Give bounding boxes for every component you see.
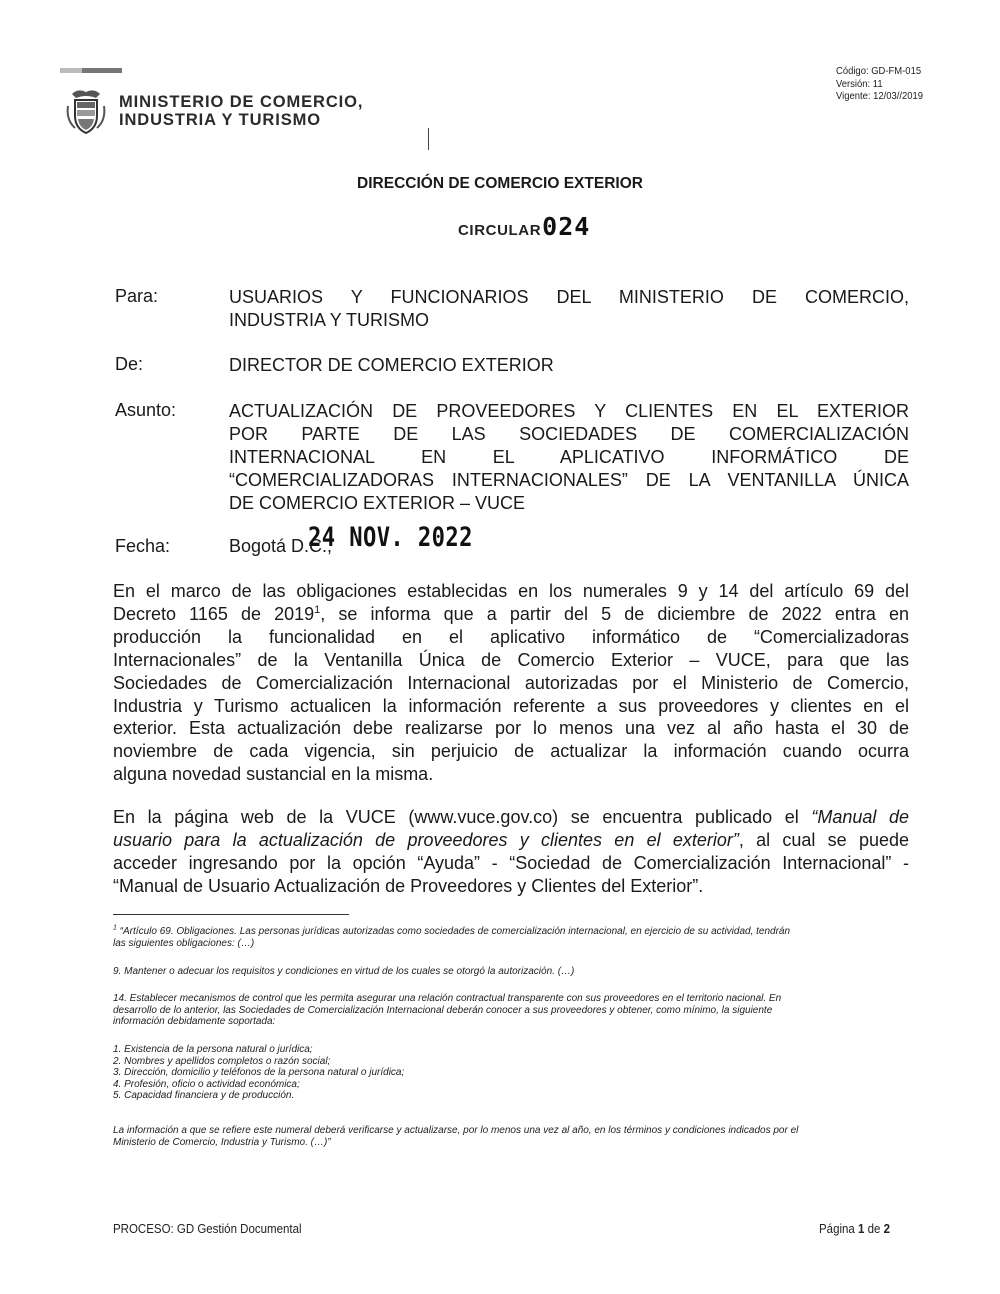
- scan-artifact-tick: [428, 128, 429, 150]
- footer-process: PROCESO: GD Gestión Documental: [113, 1222, 302, 1236]
- footnote-item-14-line-1: 14. Establecer mecanismos de control que les permita asegurar una relación contractual transparente con sus proveedores en el territorio nacional. En: [113, 993, 782, 1004]
- circular-heading: [458, 212, 590, 241]
- p2-line-2: [113, 829, 909, 852]
- footnote-item-14-line-3: información debidamente soportada:: [113, 1016, 276, 1028]
- p2-line-3: acceder ingresando por la opción “Ayuda” - “Sociedad de Comercialización Internacional” -: [113, 852, 909, 873]
- p1-line-6: Industria y Turismo actualicen la información referente a sus proveedores y clientes en el: [113, 695, 909, 716]
- footnote-list-item: 4. Profesión, oficio o actividad económica;: [113, 1078, 300, 1090]
- footnote-ref: 1: [314, 603, 321, 616]
- scan-artifact-bar: [60, 68, 122, 73]
- document-control-box: [836, 65, 923, 103]
- colombia-coat-of-arms-icon: [66, 88, 106, 136]
- asunto-label: Asunto:: [115, 400, 177, 420]
- p2-line-4: “Manual de Usuario Actualización de Proveedores y Clientes del Exterior”.: [113, 875, 704, 896]
- p1-line-7: exterior. Esta actualización debe realizarse por lo menos una vez al año hasta el 30 de: [113, 718, 909, 739]
- p1-line-5: Sociedades de Comercialización Internacional autorizadas por el Ministerio de Comercio,: [113, 672, 909, 693]
- p2-line-1: [113, 806, 909, 829]
- para-line-2: INDUSTRIA Y TURISMO: [229, 310, 430, 330]
- footnote-item-14: [113, 993, 903, 1028]
- ministry-line-1: MINISTERIO DE COMERCIO,: [119, 93, 364, 111]
- document-effective-date: Vigente: 12/03//2019: [836, 90, 924, 102]
- circular-label: CIRCULAR: [458, 222, 542, 239]
- p1-line-8: noviembre de cada vigencia, sin perjuicio de actualizar la información cuando ocurra: [113, 741, 909, 762]
- p1-line-2-b: , se informa que a partir del 5 de diciembre de 2022 entra en: [320, 603, 909, 624]
- ministry-line-2: INDUSTRIA Y TURISMO: [119, 111, 321, 129]
- p1-line-1: En el marco de las obligaciones establecidas en los numerales 9 y 14 del artículo 69 del: [113, 581, 909, 601]
- circular-number: 024: [542, 212, 591, 241]
- ministry-name: [119, 93, 363, 129]
- p1-line-2-a: Decreto 1165 de 2019: [113, 603, 315, 624]
- asunto-value: [229, 400, 909, 515]
- fecha-label: Fecha:: [115, 536, 171, 556]
- para-value: [229, 286, 909, 332]
- footnote-1-text: “Artículo 69. Obligaciones. Las personas jurídicas autorizadas como sociedades de comercialización internacional, en ejercicio de su actividad, tendrán: [116, 926, 791, 937]
- footnote-1: [113, 926, 903, 949]
- footnote-closing: [113, 1125, 903, 1148]
- document-version: Versión: 11: [836, 77, 883, 90]
- asunto-line-2: POR PARTE DE LAS SOCIEDADES DE COMERCIALIZACIÓN: [229, 424, 909, 444]
- page-current: 1: [858, 1222, 865, 1236]
- footnote-list: [113, 1044, 903, 1102]
- p1-line-4: Internacionales” de la Ventanilla Única de Comercio Exterior – VUCE, para que las: [113, 649, 909, 670]
- p1-line-9: alguna novedad sustancial en la misma.: [113, 764, 434, 785]
- manual-title-end: usuario para la actualización de proveedores y clientes en el exterior”: [113, 829, 739, 850]
- fecha-city: Bogotá D.C.,: [229, 536, 333, 556]
- p1-line-3: producción la funcionalidad en el aplicativo informático de “Comercializadoras: [113, 626, 909, 647]
- p2-line-2-b: , al cual se puede: [738, 829, 909, 850]
- footnote-separator: [113, 914, 349, 915]
- para-line-1: USUARIOS Y FUNCIONARIOS DEL MINISTERIO DE COMERCIO,: [229, 287, 909, 307]
- footnote-1-line-2: las siguientes obligaciones: (…): [113, 937, 255, 949]
- manual-title-start: “Manual de: [811, 807, 909, 827]
- footnote-closing-line-1: La información a que se refiere este numeral deberá verificarse y actualizarse, por lo menos una vez al año, en los términos y condiciones indicados por el: [113, 1125, 799, 1136]
- de-label: De:: [115, 354, 144, 374]
- footnote-list-item: 3. Dirección, domicilio y teléfonos de la persona natural o jurídica;: [113, 1067, 405, 1079]
- body-paragraph-1: [113, 580, 909, 786]
- issuing-directorate: DIRECCIÓN DE COMERCIO EXTERIOR: [357, 175, 643, 192]
- para-label: Para:: [115, 286, 159, 306]
- asunto-line-3: INTERNACIONAL EN EL APLICATIVO INFORMÁTICO DE: [229, 447, 909, 467]
- footnote-mark: 1: [113, 924, 117, 932]
- footnote-item-9: 9. Mantener o adecuar los requisitos y condiciones en virtud de los cuales se otorgó la autorización. (…): [113, 966, 575, 977]
- asunto-line-5: DE COMERCIO EXTERIOR – VUCE: [229, 493, 526, 513]
- body-paragraph-2: [113, 806, 909, 898]
- page-number: [819, 1222, 890, 1236]
- document-code: Código: GD-FM-015: [836, 65, 922, 77]
- footnote-list-item: 2. Nombres y apellidos completos o razón social;: [113, 1055, 331, 1067]
- footnote-list-item: 5. Capacidad financiera y de producción.: [113, 1090, 295, 1102]
- asunto-line-4: “COMERCIALIZADORAS INTERNACIONALES” DE LA VENTANILLA ÚNICA: [229, 470, 909, 490]
- footnote-list-item: 1. Existencia de la persona natural o jurídica;: [113, 1044, 313, 1055]
- de-value: DIRECTOR DE COMERCIO EXTERIOR: [229, 355, 554, 375]
- page-total: 2: [883, 1222, 891, 1236]
- footnote-1-line-1: [113, 926, 903, 938]
- page-prefix: Página: [819, 1222, 855, 1236]
- footnote-closing-line-2: Ministerio de Comercio, Industria y Turismo. (…)”: [113, 1136, 331, 1148]
- date-stamp: 24 NOV. 2022: [308, 522, 473, 553]
- footnote-item-14-line-2: desarrollo de lo anterior, las Sociedades de Comercialización Internacional deberán conocer a sus proveedores y obtener, como mínimo, la siguiente: [113, 1004, 773, 1016]
- p2-line-1-a: En la página web de la VUCE (www.vuce.gov.co) se encuentra publicado el: [113, 807, 812, 827]
- asunto-line-1: ACTUALIZACIÓN DE PROVEEDORES Y CLIENTES EN EL EXTERIOR: [229, 401, 909, 421]
- page-separator: de: [867, 1222, 881, 1236]
- p1-line-2: [113, 603, 909, 626]
